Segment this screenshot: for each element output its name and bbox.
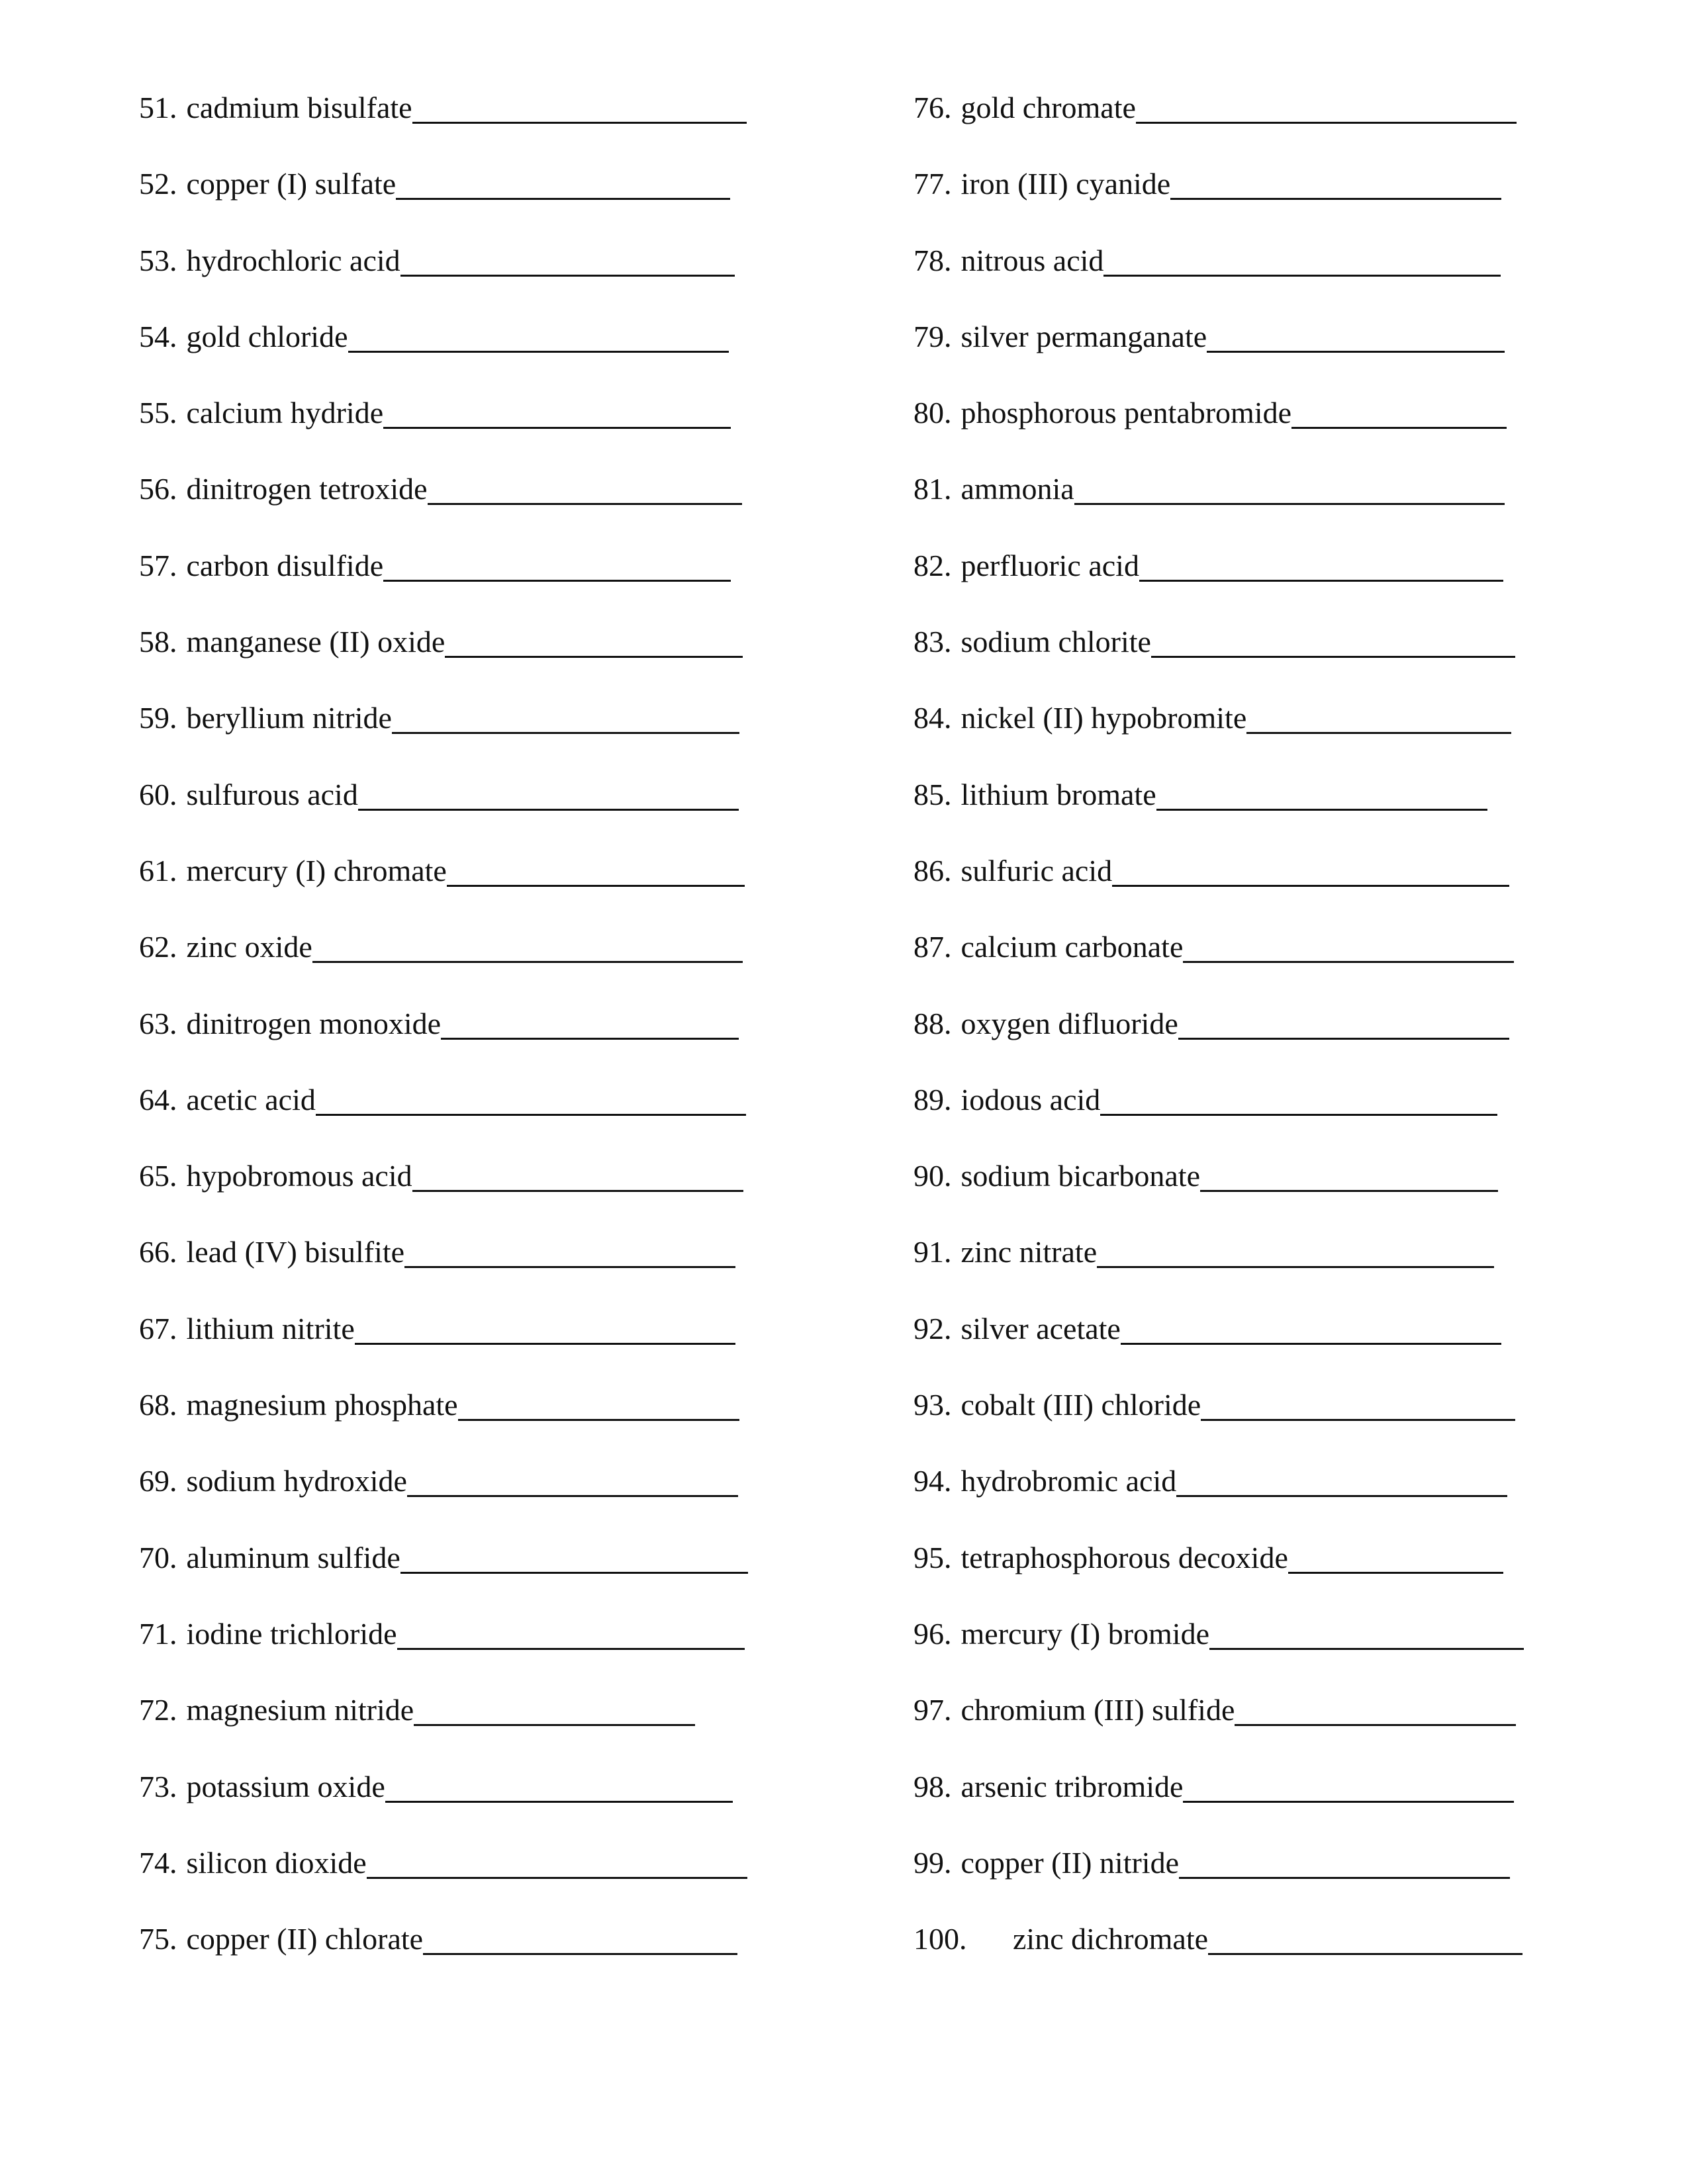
answer-blank[interactable] — [1097, 1237, 1494, 1268]
question-number: 84. — [914, 701, 952, 735]
answer-blank[interactable] — [1100, 1085, 1497, 1116]
question-number: 87. — [914, 930, 952, 964]
question-number: 58. — [139, 625, 177, 659]
question-item — [914, 169, 1524, 245]
answer-blank[interactable] — [447, 856, 745, 887]
question-number: 57. — [139, 548, 177, 582]
question-number: 97. — [914, 1693, 952, 1727]
answer-blank[interactable] — [1170, 169, 1501, 200]
answer-blank[interactable] — [1178, 1009, 1509, 1040]
question-item — [139, 319, 748, 398]
answer-blank[interactable] — [412, 93, 747, 124]
question-item — [139, 398, 748, 474]
compound-name: sodium chlorite — [961, 625, 1151, 659]
question-number: 73. — [139, 1769, 177, 1803]
question-item — [139, 1237, 748, 1313]
question-item — [914, 627, 1524, 703]
question-item — [139, 243, 748, 322]
answer-blank[interactable] — [316, 1085, 746, 1116]
answer-blank[interactable] — [1246, 703, 1511, 734]
question-item — [914, 1311, 1524, 1390]
compound-name: mercury (I) bromide — [961, 1616, 1210, 1651]
answer-blank[interactable] — [367, 1848, 747, 1879]
answer-blank[interactable] — [458, 1390, 739, 1421]
compound-name: zinc nitrate — [961, 1235, 1098, 1269]
answer-blank[interactable] — [1179, 1848, 1510, 1879]
compound-name: zinc dichromate — [1013, 1922, 1209, 1956]
compound-name: beryllium nitride — [186, 701, 392, 735]
compound-name: oxygen difluoride — [961, 1006, 1178, 1040]
question-number: 86. — [914, 853, 952, 887]
compound-name: sulfurous acid — [186, 777, 358, 811]
compound-name: sodium hydroxide — [186, 1464, 407, 1498]
question-item — [914, 548, 1524, 627]
compound-name: manganese (II) oxide — [186, 625, 445, 659]
answer-blank[interactable] — [396, 169, 730, 200]
compound-name: silver permanganate — [961, 319, 1207, 353]
compound-name: arsenic tribromide — [961, 1769, 1184, 1803]
question-item — [139, 853, 748, 932]
question-item — [914, 93, 1524, 169]
question-item — [139, 474, 748, 550]
right-question-column — [914, 93, 1524, 2000]
answer-blank[interactable] — [445, 627, 743, 658]
compound-name: nickel (II) hypobromite — [961, 701, 1247, 735]
compound-name: lead (IV) bisulfite — [186, 1235, 405, 1269]
compound-name: iodous acid — [961, 1082, 1101, 1116]
question-number: 91. — [914, 1235, 952, 1269]
question-number: 63. — [139, 1006, 177, 1040]
question-item — [914, 1390, 1524, 1466]
question-number: 56. — [139, 472, 177, 506]
question-item — [914, 398, 1524, 474]
question-number: 54. — [139, 319, 177, 353]
question-item — [914, 703, 1524, 779]
compound-name: ammonia — [961, 472, 1074, 506]
question-item — [139, 1311, 748, 1390]
question-number: 88. — [914, 1006, 952, 1040]
question-item — [139, 1924, 748, 2000]
compound-name: iodine trichloride — [186, 1616, 397, 1651]
question-number: 65. — [139, 1159, 177, 1193]
question-item — [139, 932, 748, 1008]
compound-name: cadmium bisulfate — [186, 91, 412, 124]
question-item — [139, 548, 748, 627]
answer-blank[interactable] — [1103, 246, 1501, 277]
question-item — [914, 1466, 1524, 1542]
answer-blank[interactable] — [1136, 93, 1517, 124]
answer-blank[interactable] — [404, 1237, 735, 1268]
compound-name: aluminum sulfide — [186, 1540, 400, 1574]
compound-name: lithium bromate — [961, 777, 1156, 811]
question-item — [139, 93, 748, 169]
compound-name: copper (II) nitride — [961, 1845, 1180, 1880]
compound-name: hypobromous acid — [186, 1159, 412, 1193]
answer-blank[interactable] — [1183, 932, 1514, 963]
compound-name: dinitrogen monoxide — [186, 1006, 442, 1040]
question-item — [914, 243, 1524, 322]
question-item — [914, 1845, 1524, 1924]
question-number: 67. — [139, 1311, 177, 1345]
answer-blank[interactable] — [441, 1009, 739, 1040]
question-number: 69. — [139, 1464, 177, 1498]
question-number: 93. — [914, 1388, 952, 1422]
question-item — [914, 1769, 1524, 1848]
question-number: 74. — [139, 1845, 177, 1880]
question-item — [914, 932, 1524, 1008]
compound-name: silver acetate — [961, 1311, 1121, 1345]
question-number: 62. — [139, 930, 177, 964]
question-number: 77. — [914, 167, 952, 201]
answer-blank[interactable] — [1183, 1772, 1514, 1803]
compound-name: gold chloride — [186, 319, 348, 353]
question-number: 83. — [914, 625, 952, 659]
question-number: 60. — [139, 777, 177, 811]
answer-blank[interactable] — [358, 780, 739, 811]
compound-name: nitrous acid — [961, 243, 1104, 277]
answer-blank[interactable] — [407, 1466, 738, 1497]
answer-blank[interactable] — [1176, 1466, 1507, 1497]
question-item — [139, 1540, 748, 1619]
compound-name: iron (III) cyanide — [961, 167, 1171, 201]
question-item — [914, 319, 1524, 398]
compound-name: magnesium phosphate — [186, 1388, 458, 1422]
answer-blank[interactable] — [1235, 1695, 1516, 1726]
answer-blank[interactable] — [383, 551, 731, 582]
answer-blank[interactable] — [1112, 856, 1509, 887]
question-item — [139, 1466, 748, 1542]
compound-name: dinitrogen tetroxide — [186, 472, 428, 506]
question-item — [139, 169, 748, 245]
question-item — [914, 1161, 1524, 1237]
answer-blank[interactable] — [414, 1695, 695, 1726]
answer-blank[interactable] — [1209, 1619, 1524, 1650]
question-number: 59. — [139, 701, 177, 735]
question-item — [914, 1082, 1524, 1161]
compound-name: phosphorous pentabromide — [961, 396, 1292, 430]
question-number: 78. — [914, 243, 952, 277]
question-item — [139, 1695, 748, 1771]
answer-blank[interactable] — [385, 1772, 733, 1803]
answer-blank[interactable] — [312, 932, 743, 963]
question-item — [139, 777, 748, 856]
left-question-column — [139, 93, 748, 2000]
compound-name: magnesium nitride — [186, 1693, 414, 1727]
compound-name: acetic acid — [186, 1082, 316, 1116]
compound-name: calcium carbonate — [961, 930, 1184, 964]
compound-name: sodium bicarbonate — [961, 1159, 1201, 1193]
answer-blank[interactable] — [1156, 780, 1487, 811]
compound-name: potassium oxide — [186, 1769, 385, 1803]
question-number: 90. — [914, 1159, 952, 1193]
compound-name: calcium hydride — [186, 396, 384, 430]
answer-blank[interactable] — [355, 1314, 735, 1345]
compound-name: copper (II) chlorate — [186, 1922, 424, 1956]
question-item — [139, 1161, 748, 1237]
question-number: 72. — [139, 1693, 177, 1727]
compound-name: hydrobromic acid — [961, 1464, 1177, 1498]
question-number: 100. — [914, 1922, 967, 1956]
compound-name: hydrochloric acid — [186, 243, 400, 277]
question-number: 85. — [914, 777, 952, 811]
question-number: 61. — [139, 853, 177, 887]
question-number: 94. — [914, 1464, 952, 1498]
answer-blank[interactable] — [1139, 551, 1503, 582]
question-number: 89. — [914, 1082, 952, 1116]
answer-blank[interactable] — [1201, 1390, 1515, 1421]
compound-name: cobalt (III) chloride — [961, 1388, 1201, 1422]
question-item — [139, 1616, 748, 1695]
question-number: 53. — [139, 243, 177, 277]
question-number: 99. — [914, 1845, 952, 1880]
question-number: 75. — [139, 1922, 177, 1956]
question-number: 68. — [139, 1388, 177, 1422]
answer-blank[interactable] — [1151, 627, 1515, 658]
question-number: 66. — [139, 1235, 177, 1269]
question-number: 70. — [139, 1540, 177, 1574]
compound-name: gold chromate — [961, 91, 1136, 124]
question-number: 52. — [139, 167, 177, 201]
question-item — [914, 474, 1524, 550]
compound-name: tetraphosphorous decoxide — [961, 1540, 1288, 1574]
compound-name: silicon dioxide — [186, 1845, 367, 1880]
answer-blank[interactable] — [392, 703, 739, 734]
answer-blank[interactable] — [423, 1924, 737, 1955]
question-item — [914, 1540, 1524, 1619]
question-number: 79. — [914, 319, 952, 353]
compound-name: zinc oxide — [186, 930, 312, 964]
answer-blank[interactable] — [1121, 1314, 1501, 1345]
question-item — [139, 1390, 748, 1466]
question-number: 71. — [139, 1616, 177, 1651]
answer-blank[interactable] — [1200, 1161, 1498, 1192]
question-item — [914, 1616, 1524, 1695]
answer-blank[interactable] — [412, 1161, 743, 1192]
question-number: 92. — [914, 1311, 952, 1345]
question-number: 51. — [139, 91, 177, 124]
answer-blank[interactable] — [1074, 474, 1505, 505]
compound-name: mercury (I) chromate — [186, 853, 447, 887]
compound-name: lithium nitrite — [186, 1311, 355, 1345]
compound-name: perfluoric acid — [961, 548, 1139, 582]
question-item — [139, 1769, 748, 1848]
question-number: 98. — [914, 1769, 952, 1803]
question-item — [914, 1237, 1524, 1313]
answer-blank[interactable] — [1207, 322, 1505, 353]
compound-name: chromium (III) sulfide — [961, 1693, 1235, 1727]
answer-blank[interactable] — [348, 322, 729, 353]
question-item — [914, 1924, 1524, 2000]
question-number: 80. — [914, 396, 952, 430]
answer-blank[interactable] — [383, 398, 731, 429]
answer-blank[interactable] — [400, 1543, 748, 1574]
question-item — [914, 777, 1524, 856]
question-item — [914, 1006, 1524, 1085]
question-item — [914, 1695, 1524, 1771]
question-number: 95. — [914, 1540, 952, 1574]
answer-blank[interactable] — [1291, 398, 1507, 429]
question-item — [139, 703, 748, 779]
question-item — [914, 853, 1524, 932]
question-number: 64. — [139, 1082, 177, 1116]
compound-name: copper (I) sulfate — [186, 167, 397, 201]
question-item — [139, 1845, 748, 1924]
question-number: 82. — [914, 548, 952, 582]
question-number: 96. — [914, 1616, 952, 1651]
answer-blank[interactable] — [1288, 1543, 1503, 1574]
question-item — [139, 627, 748, 703]
question-number: 76. — [914, 91, 952, 124]
answer-blank[interactable] — [1208, 1924, 1523, 1955]
question-number: 55. — [139, 396, 177, 430]
compound-name: sulfuric acid — [961, 853, 1113, 887]
compound-name: carbon disulfide — [186, 548, 384, 582]
answer-blank[interactable] — [428, 474, 742, 505]
answer-blank[interactable] — [397, 1619, 745, 1650]
question-number: 81. — [914, 472, 952, 506]
question-item — [139, 1006, 748, 1085]
question-item — [139, 1082, 748, 1161]
answer-blank[interactable] — [400, 246, 735, 277]
